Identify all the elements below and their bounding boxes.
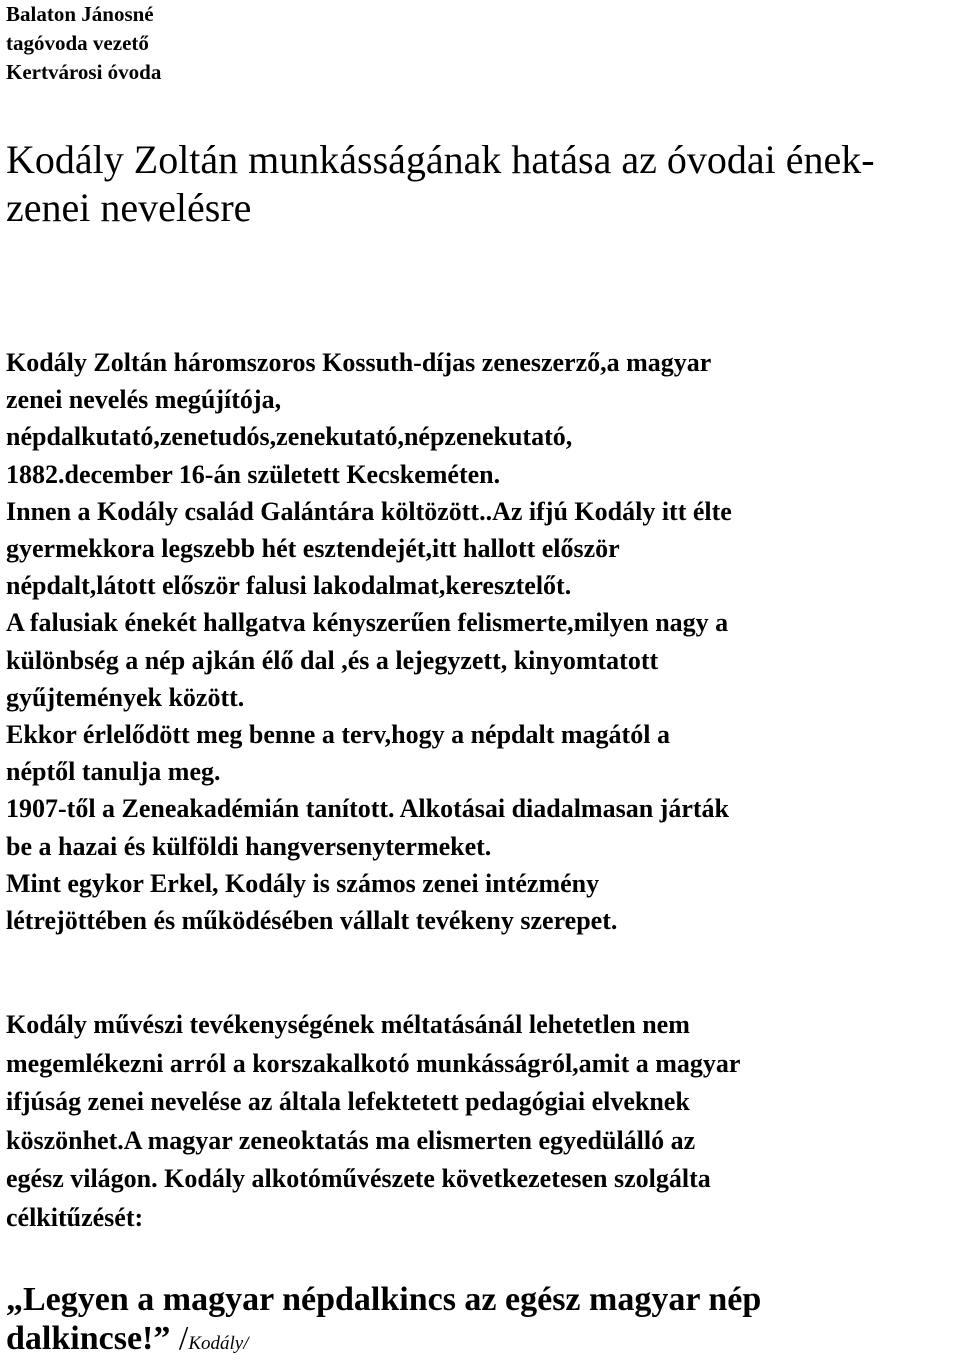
author-name: Balaton Jánosné (6, 2, 154, 26)
author-place: Kertvárosi óvoda (6, 60, 162, 84)
body-line: Innen a Kodály család Galántára költözött..Az ifjú Kodály itt élte (6, 496, 732, 526)
author-block (6, 0, 161, 87)
quote-line: „Legyen a magyar népdalkincs az egész magyar nép (6, 1281, 762, 1318)
body-line: köszönhet.A magyar zeneoktatás ma elismerten egyedülálló az (6, 1125, 696, 1155)
quote-attribution: Kodály/ (188, 1333, 249, 1354)
closing-quote (6, 1280, 956, 1363)
body-line: célkitűzését: (6, 1202, 144, 1232)
body-line: gyermekkora legszebb hét esztendejét,itt hallott először (6, 534, 620, 564)
body-line: zenei nevelés megújítója, (6, 385, 282, 415)
body-line: egész világon. Kodály alkotóművészete következetesen szolgálta (6, 1164, 711, 1193)
body-line: be a hazai és külföldi hangversenytermeket. (6, 831, 492, 861)
body-line: 1882.december 16-án született Kecskeméten. (6, 459, 501, 489)
body-paragraph (6, 344, 956, 939)
body-line: különbség a nép ajkán élő dal ,és a lejegyzett, kinyomtatott (6, 645, 659, 675)
body-line: Kodály művészi tevékenységének méltatásánál lehetetlen nem (6, 1010, 690, 1039)
body-line: megemlékezni arról a korszakalkotó munkásságról,amit a magyar (6, 1048, 741, 1078)
document-title: Kodály Zoltán munkásságának hatása az óvodai ének-zenei nevelésre (6, 137, 875, 230)
body-line: Kodály Zoltán háromszoros Kossuth-díjas zeneszerző,a magyar (6, 348, 712, 377)
body-line: népdalt,látott először falusi lakodalmat,keresztelőt. (6, 571, 572, 601)
author-role: tagóvoda vezető (6, 31, 149, 55)
body-line: néptől tanulja meg. (6, 757, 221, 787)
second-paragraph (6, 1006, 956, 1237)
body-line: gyűjtemények között. (6, 682, 245, 712)
quote-line-last (6, 1319, 956, 1363)
body-line: létrejöttében és működésében vállalt tevékeny szerepet. (6, 906, 618, 936)
body-line: 1907-től a Zeneakadémián tanított. Alkotásai diadalmasan járták (6, 794, 729, 824)
quote-text-end: dalkincse!” (6, 1320, 171, 1357)
body-line: Mint egykor Erkel, Kodály is számos zenei intézmény (6, 868, 600, 898)
body-line: A falusiak énekét hallgatva kényszerűen felismerte,milyen nagy a (6, 608, 729, 638)
body-line: népdalkutató,zenetudós,zenekutató,népzenekutató, (6, 422, 573, 452)
quote-attribution-slash: / (170, 1320, 189, 1357)
body-line: Ekkor érlelődött meg benne a terv,hogy a népdalt magától a (6, 720, 670, 750)
body-line: ifjúság zenei nevelése az általa lefektetett pedagógiai elveknek (6, 1087, 690, 1116)
